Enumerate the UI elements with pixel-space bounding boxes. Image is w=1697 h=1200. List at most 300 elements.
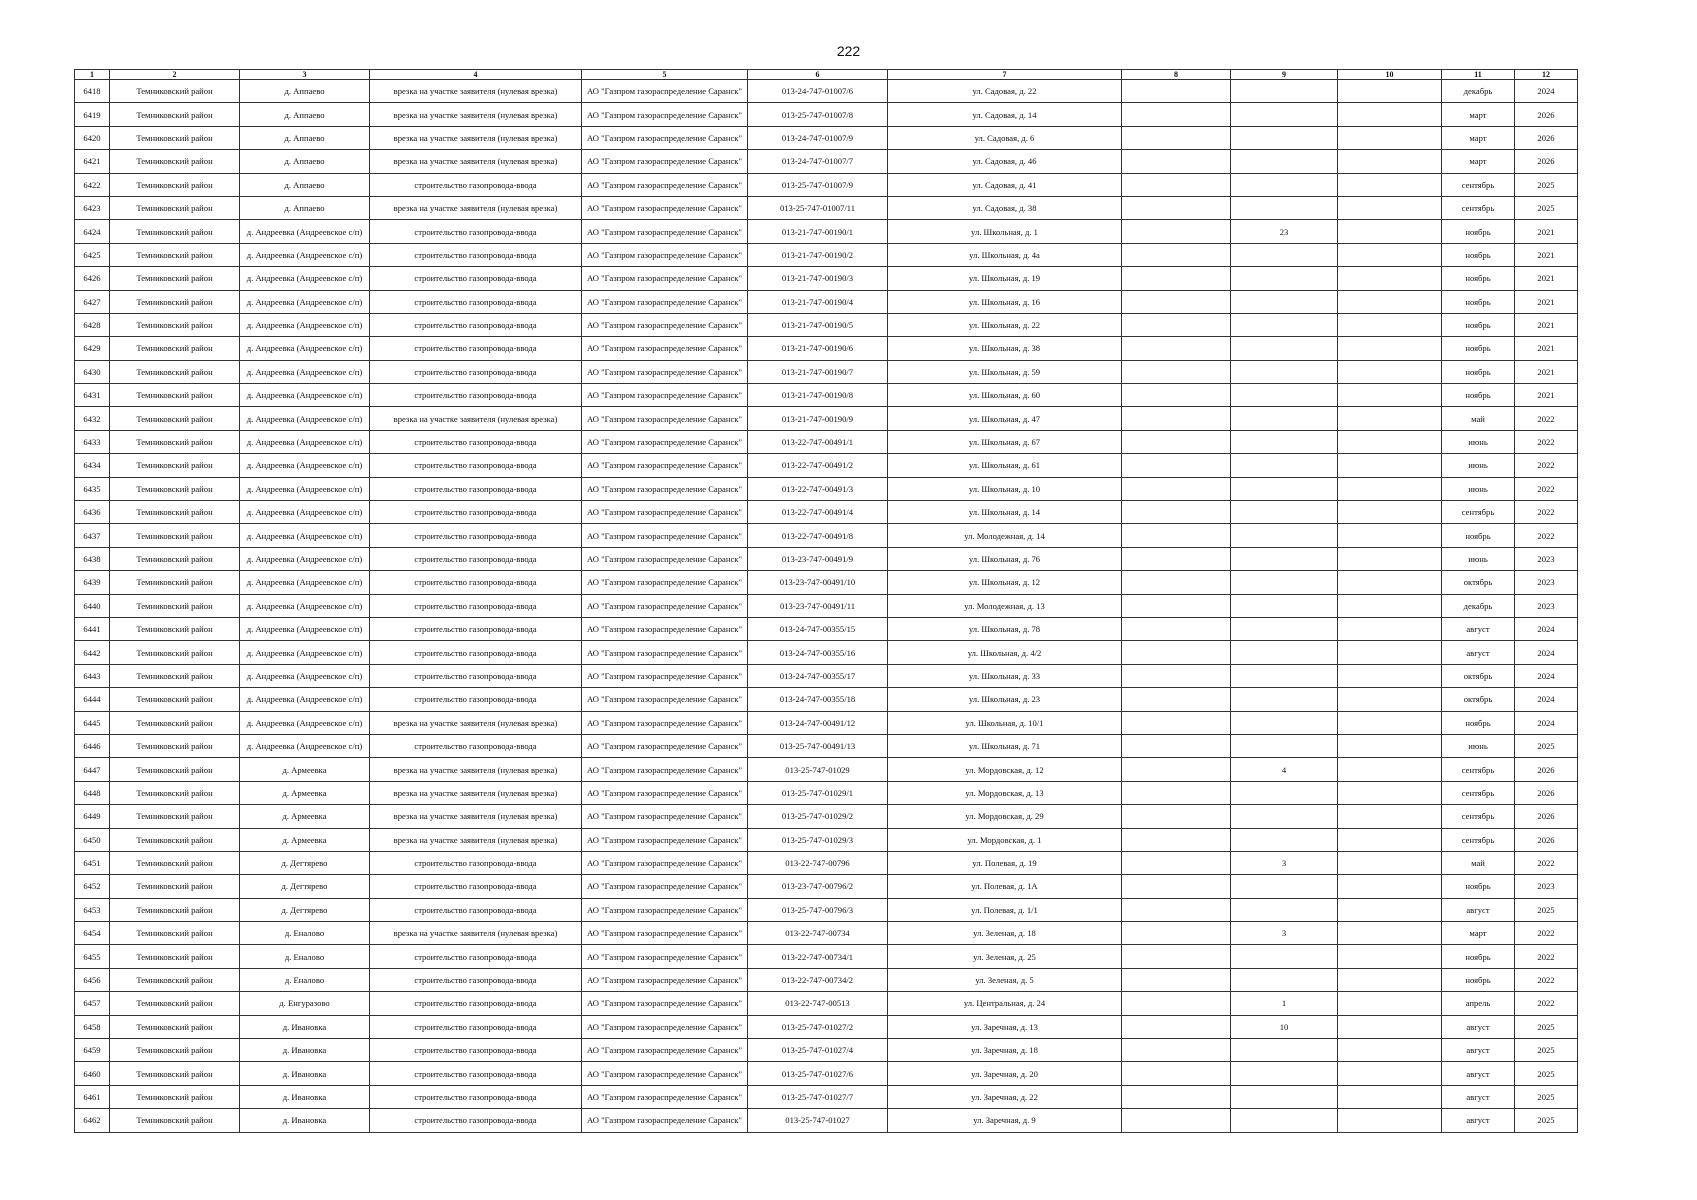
cell-col-10 [1338,337,1442,360]
cell-address: ул. Школьная, д. 78 [888,617,1122,640]
cell-col-10 [1338,641,1442,664]
cell-organization: АО "Газпром газораспределение Саранск" [582,1109,748,1132]
cell-application-number: 013-25-747-01027 [748,1109,888,1132]
cell-address: ул. Садовая, д. 46 [888,150,1122,173]
cell-col-10 [1338,501,1442,524]
column-header: 1 [75,70,110,80]
cell-settlement: д. Еналово [240,945,370,968]
cell-year: 2026 [1515,758,1578,781]
cell-work-type: строительство газопровода-ввода [370,220,582,243]
table-row [75,80,1578,103]
cell-count [1231,337,1338,360]
cell-district: Темниковский район [110,898,240,921]
cell-application-number: 013-22-747-00734 [748,922,888,945]
cell-row-number: 6449 [75,805,110,828]
cell-work-type: строительство газопровода-ввода [370,734,582,757]
cell-application-number: 013-21-747-00190/2 [748,243,888,266]
cell-district: Темниковский район [110,267,240,290]
cell-organization: АО "Газпром газораспределение Саранск" [582,267,748,290]
cell-organization: АО "Газпром газораспределение Саранск" [582,898,748,921]
cell-month: декабрь [1442,80,1515,103]
cell-col-8 [1122,477,1231,500]
cell-col-10 [1338,80,1442,103]
cell-month: ноябрь [1442,524,1515,547]
cell-work-type: строительство газопровода-ввода [370,1062,582,1085]
cell-year: 2026 [1515,828,1578,851]
cell-month: ноябрь [1442,290,1515,313]
cell-row-number: 6427 [75,290,110,313]
cell-year: 2025 [1515,1085,1578,1108]
cell-month: август [1442,1062,1515,1085]
cell-district: Темниковский район [110,688,240,711]
cell-address: ул. Школьная, д. 33 [888,664,1122,687]
cell-count [1231,407,1338,430]
cell-year: 2022 [1515,945,1578,968]
cell-row-number: 6440 [75,594,110,617]
cell-work-type: строительство газопровода-ввода [370,851,582,874]
cell-row-number: 6418 [75,80,110,103]
table-row [75,150,1578,173]
cell-col-10 [1338,992,1442,1015]
cell-district: Темниковский район [110,290,240,313]
cell-col-8 [1122,173,1231,196]
column-header: 10 [1338,70,1442,80]
cell-organization: АО "Газпром газораспределение Саранск" [582,594,748,617]
cell-settlement: д. Андреевка (Андреевское с/п) [240,337,370,360]
cell-organization: АО "Газпром газораспределение Саранск" [582,150,748,173]
cell-application-number: 013-25-747-01027/4 [748,1039,888,1062]
cell-col-8 [1122,1085,1231,1108]
cell-address: ул. Зеленая, д. 25 [888,945,1122,968]
cell-col-8 [1122,641,1231,664]
cell-count [1231,196,1338,219]
cell-col-10 [1338,898,1442,921]
column-header: 7 [888,70,1122,80]
cell-count: 3 [1231,922,1338,945]
cell-year: 2021 [1515,290,1578,313]
cell-address: ул. Школьная, д. 4/2 [888,641,1122,664]
cell-year: 2023 [1515,594,1578,617]
cell-application-number: 013-23-747-00796/2 [748,875,888,898]
cell-col-8 [1122,968,1231,991]
page-number: 222 [836,43,861,59]
cell-count [1231,734,1338,757]
cell-address: ул. Мордовская, д. 13 [888,781,1122,804]
cell-col-8 [1122,337,1231,360]
cell-col-8 [1122,664,1231,687]
cell-address: ул. Полевая, д. 19 [888,851,1122,874]
cell-row-number: 6421 [75,150,110,173]
cell-year: 2024 [1515,617,1578,640]
cell-count [1231,875,1338,898]
cell-col-8 [1122,313,1231,336]
table-row [75,384,1578,407]
cell-address: ул. Зеленая, д. 5 [888,968,1122,991]
cell-address: ул. Школьная, д. 47 [888,407,1122,430]
cell-col-8 [1122,781,1231,804]
cell-organization: АО "Газпром газораспределение Саранск" [582,641,748,664]
cell-address: ул. Школьная, д. 23 [888,688,1122,711]
cell-address: ул. Мордовская, д. 29 [888,805,1122,828]
cell-col-10 [1338,945,1442,968]
column-header: 11 [1442,70,1515,80]
cell-col-10 [1338,688,1442,711]
cell-settlement: д. Аппаево [240,103,370,126]
cell-settlement: д. Андреевка (Андреевское с/п) [240,594,370,617]
table-row [75,360,1578,383]
cell-month: июнь [1442,547,1515,570]
cell-year: 2021 [1515,267,1578,290]
table-row [75,337,1578,360]
cell-count [1231,1062,1338,1085]
cell-col-8 [1122,524,1231,547]
cell-col-10 [1338,828,1442,851]
cell-month: ноябрь [1442,384,1515,407]
cell-month: август [1442,1085,1515,1108]
cell-work-type: строительство газопровода-ввода [370,945,582,968]
cell-district: Темниковский район [110,781,240,804]
cell-work-type: врезка на участке заявителя (нулевая врезка) [370,828,582,851]
cell-work-type: врезка на участке заявителя (нулевая врезка) [370,781,582,804]
cell-month: сентябрь [1442,805,1515,828]
cell-settlement: д. Андреевка (Андреевское с/п) [240,407,370,430]
cell-row-number: 6443 [75,664,110,687]
cell-month: июнь [1442,454,1515,477]
cell-year: 2025 [1515,898,1578,921]
cell-col-8 [1122,150,1231,173]
cell-work-type: строительство газопровода-ввода [370,290,582,313]
cell-row-number: 6446 [75,734,110,757]
column-header: 5 [582,70,748,80]
cell-settlement: д. Армеевка [240,781,370,804]
cell-row-number: 6423 [75,196,110,219]
cell-work-type: строительство газопровода-ввода [370,875,582,898]
cell-col-8 [1122,922,1231,945]
cell-count [1231,1085,1338,1108]
cell-year: 2025 [1515,1062,1578,1085]
cell-application-number: 013-25-747-01027/2 [748,1015,888,1038]
cell-work-type: строительство газопровода-ввода [370,477,582,500]
cell-district: Темниковский район [110,571,240,594]
cell-application-number: 013-22-747-00491/2 [748,454,888,477]
cell-work-type: строительство газопровода-ввода [370,1015,582,1038]
cell-year: 2021 [1515,360,1578,383]
cell-settlement: д. Андреевка (Андреевское с/п) [240,313,370,336]
table-row [75,290,1578,313]
cell-application-number: 013-22-747-00491/4 [748,501,888,524]
cell-organization: АО "Газпром газораспределение Саранск" [582,501,748,524]
cell-col-10 [1338,968,1442,991]
table-row [75,267,1578,290]
cell-count [1231,290,1338,313]
cell-month: ноябрь [1442,243,1515,266]
cell-row-number: 6458 [75,1015,110,1038]
table-row [75,1039,1578,1062]
cell-row-number: 6459 [75,1039,110,1062]
cell-year: 2022 [1515,968,1578,991]
table-row [75,664,1578,687]
cell-district: Темниковский район [110,711,240,734]
cell-settlement: д. Армеевка [240,828,370,851]
cell-settlement: д. Андреевка (Андреевское с/п) [240,524,370,547]
cell-settlement: д. Дегтярево [240,875,370,898]
cell-month: август [1442,898,1515,921]
cell-col-10 [1338,547,1442,570]
column-header: 2 [110,70,240,80]
cell-month: ноябрь [1442,313,1515,336]
cell-address: ул. Полевая, д. 1А [888,875,1122,898]
cell-count [1231,805,1338,828]
cell-district: Темниковский район [110,337,240,360]
cell-col-10 [1338,758,1442,781]
cell-month: август [1442,1039,1515,1062]
cell-district: Темниковский район [110,524,240,547]
cell-col-10 [1338,781,1442,804]
table-row [75,313,1578,336]
cell-application-number: 013-25-747-01007/11 [748,196,888,219]
cell-year: 2024 [1515,641,1578,664]
cell-application-number: 013-25-747-00796/3 [748,898,888,921]
cell-organization: АО "Газпром газораспределение Саранск" [582,337,748,360]
cell-organization: АО "Газпром газораспределение Саранск" [582,805,748,828]
cell-count [1231,103,1338,126]
cell-application-number: 013-21-747-00190/7 [748,360,888,383]
cell-col-8 [1122,617,1231,640]
table-row [75,1085,1578,1108]
cell-col-10 [1338,430,1442,453]
cell-settlement: д. Дегтярево [240,898,370,921]
cell-address: ул. Полевая, д. 1/1 [888,898,1122,921]
cell-organization: АО "Газпром газораспределение Саранск" [582,968,748,991]
cell-settlement: д. Андреевка (Андреевское с/п) [240,267,370,290]
cell-district: Темниковский район [110,758,240,781]
cell-settlement: д. Андреевка (Андреевское с/п) [240,734,370,757]
cell-address: ул. Школьная, д. 76 [888,547,1122,570]
cell-month: август [1442,1109,1515,1132]
cell-month: декабрь [1442,594,1515,617]
cell-organization: АО "Газпром газораспределение Саранск" [582,851,748,874]
table-row [75,196,1578,219]
cell-col-8 [1122,384,1231,407]
cell-year: 2021 [1515,220,1578,243]
cell-work-type: строительство газопровода-ввода [370,1085,582,1108]
cell-col-8 [1122,1015,1231,1038]
table-row [75,220,1578,243]
cell-settlement: д. Андреевка (Андреевское с/п) [240,711,370,734]
cell-col-8 [1122,430,1231,453]
cell-work-type: врезка на участке заявителя (нулевая врезка) [370,80,582,103]
cell-col-8 [1122,851,1231,874]
cell-row-number: 6451 [75,851,110,874]
cell-month: июнь [1442,430,1515,453]
cell-work-type: врезка на участке заявителя (нулевая врезка) [370,196,582,219]
table-row [75,501,1578,524]
cell-district: Темниковский район [110,407,240,430]
cell-year: 2021 [1515,243,1578,266]
cell-col-10 [1338,594,1442,617]
cell-row-number: 6460 [75,1062,110,1085]
cell-work-type: строительство газопровода-ввода [370,173,582,196]
cell-address: ул. Школьная, д. 59 [888,360,1122,383]
cell-district: Темниковский район [110,196,240,219]
cell-settlement: д. Андреевка (Андреевское с/п) [240,290,370,313]
cell-work-type: строительство газопровода-ввода [370,547,582,570]
cell-year: 2025 [1515,196,1578,219]
cell-col-8 [1122,220,1231,243]
cell-address: ул. Заречная, д. 22 [888,1085,1122,1108]
cell-col-10 [1338,875,1442,898]
table-row [75,547,1578,570]
cell-row-number: 6422 [75,173,110,196]
cell-count [1231,945,1338,968]
cell-col-10 [1338,617,1442,640]
cell-col-10 [1338,384,1442,407]
cell-work-type: строительство газопровода-ввода [370,360,582,383]
cell-work-type: строительство газопровода-ввода [370,384,582,407]
cell-district: Темниковский район [110,80,240,103]
table-row [75,851,1578,874]
cell-district: Темниковский район [110,220,240,243]
cell-count [1231,454,1338,477]
cell-col-10 [1338,407,1442,430]
cell-month: ноябрь [1442,267,1515,290]
cell-month: март [1442,922,1515,945]
cell-application-number: 013-25-747-01029/3 [748,828,888,851]
cell-district: Темниковский район [110,243,240,266]
cell-col-8 [1122,407,1231,430]
cell-district: Темниковский район [110,1085,240,1108]
table-row [75,641,1578,664]
cell-application-number: 013-24-747-00355/16 [748,641,888,664]
cell-application-number: 013-25-747-01007/9 [748,173,888,196]
cell-row-number: 6438 [75,547,110,570]
cell-count [1231,173,1338,196]
cell-work-type: строительство газопровода-ввода [370,1039,582,1062]
cell-count [1231,243,1338,266]
cell-row-number: 6461 [75,1085,110,1108]
cell-month: апрель [1442,992,1515,1015]
cell-col-10 [1338,477,1442,500]
cell-organization: АО "Газпром газораспределение Саранск" [582,664,748,687]
cell-count [1231,968,1338,991]
table-row [75,571,1578,594]
cell-month: сентябрь [1442,828,1515,851]
cell-district: Темниковский район [110,477,240,500]
cell-district: Темниковский район [110,1109,240,1132]
cell-count: 1 [1231,992,1338,1015]
cell-address: ул. Зеленая, д. 18 [888,922,1122,945]
cell-month: ноябрь [1442,711,1515,734]
cell-month: май [1442,407,1515,430]
table-row [75,407,1578,430]
cell-col-8 [1122,758,1231,781]
cell-application-number: 013-25-747-01027/6 [748,1062,888,1085]
cell-district: Темниковский район [110,617,240,640]
cell-organization: АО "Газпром газораспределение Саранск" [582,243,748,266]
cell-col-8 [1122,360,1231,383]
cell-year: 2025 [1515,1015,1578,1038]
cell-settlement: д. Еналово [240,922,370,945]
cell-settlement: д. Андреевка (Андреевское с/п) [240,360,370,383]
cell-count [1231,524,1338,547]
cell-month: сентябрь [1442,758,1515,781]
cell-col-10 [1338,290,1442,313]
cell-month: август [1442,641,1515,664]
cell-col-8 [1122,267,1231,290]
cell-col-10 [1338,1062,1442,1085]
cell-address: ул. Школьная, д. 22 [888,313,1122,336]
cell-settlement: д. Андреевка (Андреевское с/п) [240,641,370,664]
cell-address: ул. Заречная, д. 20 [888,1062,1122,1085]
cell-row-number: 6447 [75,758,110,781]
cell-month: август [1442,617,1515,640]
cell-col-10 [1338,851,1442,874]
cell-row-number: 6433 [75,430,110,453]
cell-application-number: 013-21-747-00190/4 [748,290,888,313]
cell-row-number: 6432 [75,407,110,430]
cell-work-type: строительство газопровода-ввода [370,688,582,711]
cell-col-10 [1338,734,1442,757]
cell-work-type: врезка на участке заявителя (нулевая врезка) [370,758,582,781]
table-row [75,688,1578,711]
cell-application-number: 013-21-747-00190/5 [748,313,888,336]
table-row [75,454,1578,477]
cell-district: Темниковский район [110,664,240,687]
cell-settlement: д. Аппаево [240,196,370,219]
cell-col-10 [1338,524,1442,547]
cell-organization: АО "Газпром газораспределение Саранск" [582,477,748,500]
cell-organization: АО "Газпром газораспределение Саранск" [582,360,748,383]
cell-col-8 [1122,1039,1231,1062]
cell-row-number: 6448 [75,781,110,804]
cell-col-10 [1338,1039,1442,1062]
cell-col-10 [1338,126,1442,149]
cell-count [1231,360,1338,383]
cell-work-type: строительство газопровода-ввода [370,898,582,921]
cell-address: ул. Школьная, д. 1 [888,220,1122,243]
cell-district: Темниковский район [110,851,240,874]
cell-year: 2023 [1515,875,1578,898]
cell-address: ул. Школьная, д. 60 [888,384,1122,407]
cell-work-type: строительство газопровода-ввода [370,454,582,477]
cell-organization: АО "Газпром газораспределение Саранск" [582,220,748,243]
cell-work-type: строительство газопровода-ввода [370,243,582,266]
cell-settlement: д. Аппаево [240,80,370,103]
data-table [74,69,1578,1133]
cell-settlement: д. Еналово [240,968,370,991]
cell-year: 2022 [1515,922,1578,945]
cell-count [1231,1109,1338,1132]
cell-organization: АО "Газпром газораспределение Саранск" [582,781,748,804]
cell-work-type: строительство газопровода-ввода [370,337,582,360]
cell-district: Темниковский район [110,547,240,570]
cell-organization: АО "Газпром газораспределение Саранск" [582,711,748,734]
cell-settlement: д. Ивановка [240,1039,370,1062]
cell-district: Темниковский район [110,430,240,453]
cell-month: сентябрь [1442,501,1515,524]
cell-count [1231,594,1338,617]
cell-district: Темниковский район [110,1039,240,1062]
cell-address: ул. Садовая, д. 41 [888,173,1122,196]
cell-address: ул. Садовая, д. 14 [888,103,1122,126]
cell-col-8 [1122,243,1231,266]
cell-row-number: 6430 [75,360,110,383]
table-row [75,126,1578,149]
cell-settlement: д. Аппаево [240,173,370,196]
cell-district: Темниковский район [110,922,240,945]
cell-month: май [1442,851,1515,874]
cell-address: ул. Школьная, д. 14 [888,501,1122,524]
